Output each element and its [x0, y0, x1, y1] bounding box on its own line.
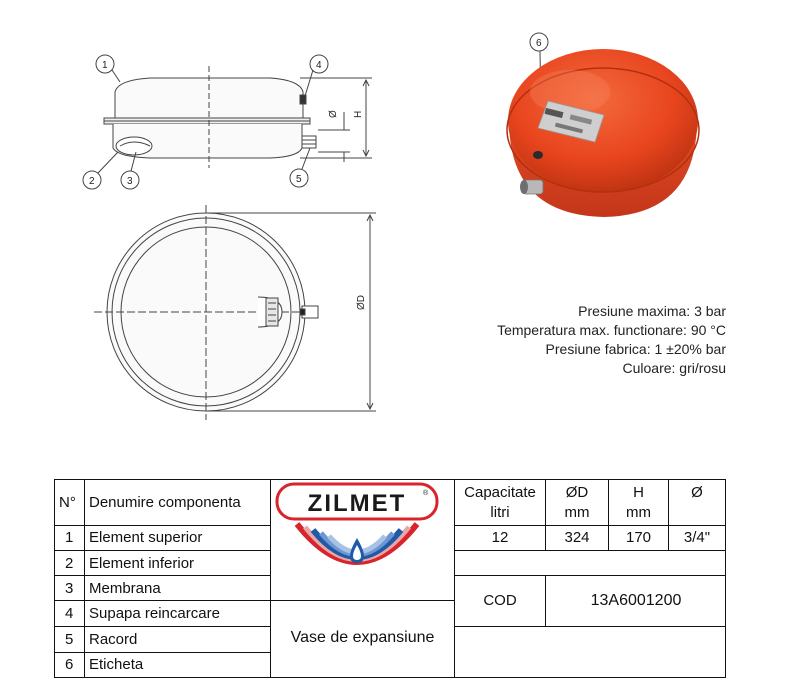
callout-6: 6 — [536, 38, 542, 49]
diameter-header — [546, 483, 608, 523]
callout-2: 2 — [89, 176, 95, 187]
height-value: 170 — [625, 529, 652, 546]
callout-1: 1 — [102, 60, 108, 71]
row-1-nr: 1 — [65, 529, 74, 546]
connector-fitting-icon — [520, 180, 543, 194]
diameter-header-line1: ØD — [565, 484, 589, 501]
capacity-header-line1: Capacitate — [464, 484, 536, 501]
product-type: Vase de expansiune — [290, 629, 435, 646]
svg-text:®: ® — [423, 490, 429, 497]
capacity-header — [455, 483, 545, 523]
row-3-name: Membrana — [89, 580, 161, 597]
row-5-nr: 5 — [65, 631, 74, 648]
row-6-name: Eticheta — [89, 656, 144, 673]
row-1-name: Element superior — [89, 529, 203, 546]
callout-3: 3 — [127, 176, 133, 187]
row-6-nr: 6 — [65, 656, 74, 673]
zilmet-logo — [277, 484, 437, 563]
spec-color: Culoare: gri/rosu — [622, 360, 726, 376]
row-4-name: Supapa reincarcare — [89, 605, 220, 622]
tank-top-view — [94, 205, 376, 420]
spec-factory-pressure: Presiune fabrica: 1 ±20% bar — [545, 341, 726, 357]
dim-h-label: H — [353, 110, 364, 118]
tank-photo — [507, 49, 699, 217]
dim-d-label: ØD — [356, 295, 367, 310]
connection-header: Ø — [691, 484, 703, 501]
height-header-line1: H — [633, 484, 644, 501]
row-5-name: Racord — [89, 631, 138, 648]
col-nr-header: N° — [59, 494, 76, 511]
callout-4: 4 — [316, 60, 322, 71]
diameter-value: 324 — [564, 529, 590, 546]
height-header-line2: mm — [626, 504, 651, 521]
dim-phi-label: Ø — [328, 110, 339, 118]
zilmet-plate-icon — [266, 298, 278, 326]
diameter-header-line2: mm — [564, 504, 590, 521]
side-dimensions — [300, 78, 372, 162]
brand-name: ZILMET — [307, 490, 407, 517]
spec-max-pressure: Presiune maxima: 3 bar — [578, 303, 726, 319]
height-header — [609, 483, 668, 523]
col-name-header: Denumire componenta — [89, 494, 241, 511]
row-2-name: Element inferior — [89, 555, 195, 572]
capacity-header-line2: litri — [490, 504, 510, 521]
spec-notes — [430, 302, 726, 378]
callout-5: 5 — [296, 174, 302, 185]
row-2-nr: 2 — [65, 555, 74, 572]
row-4-nr: 4 — [65, 605, 74, 622]
cod-label: COD — [483, 592, 517, 609]
cod-value: 13A6001200 — [590, 592, 682, 609]
spec-max-temp: Temperatura max. functionare: 90 °C — [497, 322, 726, 338]
row-3-nr: 3 — [65, 580, 74, 597]
connection-value: 3/4" — [683, 529, 711, 546]
water-drop-icon — [350, 538, 364, 563]
capacity-value: 12 — [491, 529, 509, 546]
